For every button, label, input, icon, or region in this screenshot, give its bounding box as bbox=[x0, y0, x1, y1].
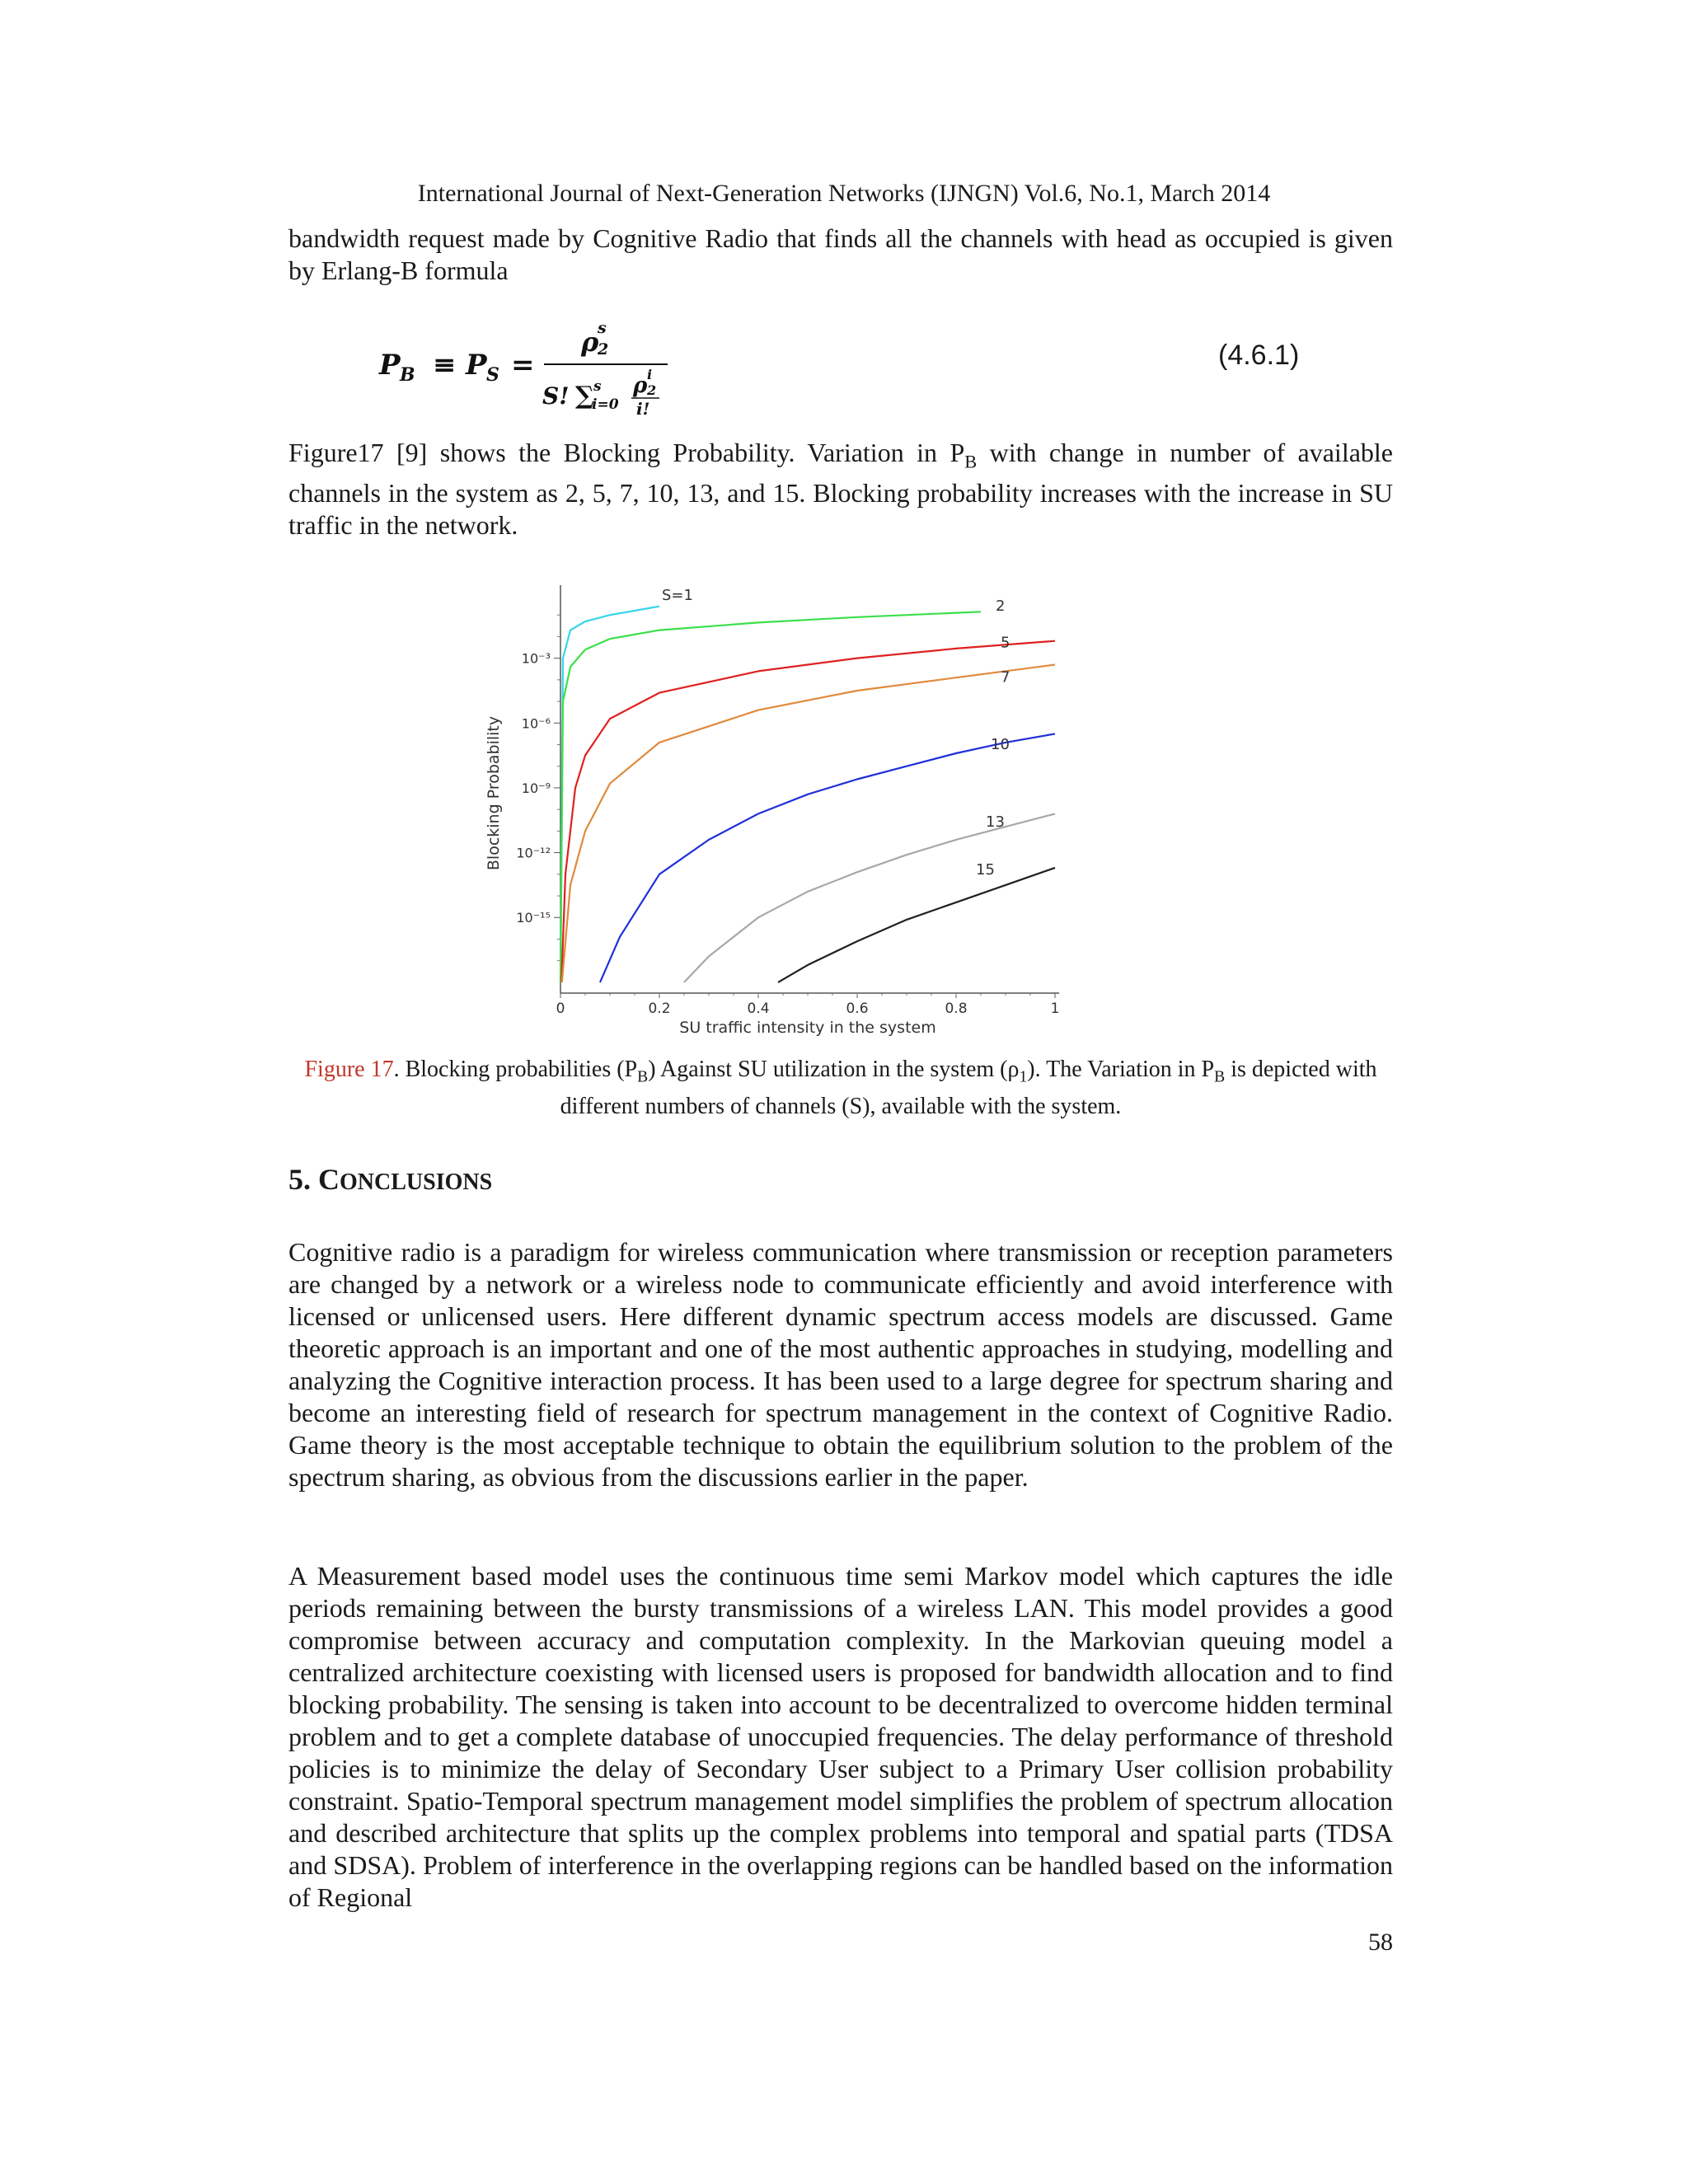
eq-num-sup: s bbox=[598, 319, 607, 337]
intro-paragraph: bandwidth request made by Cognitive Radio that finds all the channels with head as occupied is given by Erlang-B formula bbox=[288, 223, 1393, 285]
page-number: 58 bbox=[1368, 1929, 1393, 1956]
eq-mid-sub: S bbox=[486, 364, 499, 386]
caption-part3: ) Against SU utilization in the system (ρ bbox=[648, 1057, 1020, 1082]
eq-den-frac-den: i! bbox=[636, 399, 650, 415]
eq-den-frac-sub: 2 bbox=[647, 382, 657, 398]
x-tick-label: 0.6 bbox=[846, 1001, 869, 1017]
caption-figure-ref: Figure 17 bbox=[304, 1057, 394, 1082]
x-tick-label: 0.2 bbox=[648, 1001, 671, 1017]
fig-intro-part2: with change in number of available channels in the system as 2, 5, 7, 10, 13, and 15. Blocking probability increases with the increase in SU traffic in the network. bbox=[288, 438, 1394, 541]
eq-equals: = bbox=[511, 349, 535, 382]
figure-caption bbox=[288, 1055, 1393, 1121]
eq-den-sum: ∑ bbox=[575, 382, 594, 410]
series-label-7: 7 bbox=[1001, 668, 1010, 687]
series-label-s-1: S=1 bbox=[662, 586, 693, 604]
fig-intro-part1: Figure17 [9] shows the Blocking Probability. Variation in P bbox=[288, 438, 965, 467]
x-tick-label: 1 bbox=[1050, 1001, 1060, 1017]
caption-sub3: B bbox=[1214, 1068, 1226, 1086]
eq-lhs-sub: B bbox=[400, 364, 415, 386]
y-tick-label: 10⁻¹² bbox=[516, 845, 551, 861]
eq-den-sum-sub: i=0 bbox=[592, 396, 619, 413]
eq-num-sub: 2 bbox=[598, 340, 609, 359]
figure-intro-paragraph bbox=[288, 437, 1393, 541]
y-tick-label: 10⁻⁶ bbox=[521, 715, 551, 732]
chart-series bbox=[560, 607, 1055, 982]
caption-sub2: 1 bbox=[1019, 1068, 1028, 1086]
eq-den-frac-num: ρ bbox=[633, 373, 648, 398]
series-label-10: 10 bbox=[991, 735, 1010, 753]
y-tick-label: 10⁻⁹ bbox=[521, 780, 551, 796]
caption-part4: ). The Variation in P bbox=[1027, 1057, 1215, 1082]
caption-part5: is depicted with different numbers of channels (S), available with the system. bbox=[560, 1057, 1377, 1119]
x-tick-label: 0.4 bbox=[747, 1001, 770, 1017]
series-line-5 bbox=[561, 641, 1055, 982]
section-number: 5. C bbox=[288, 1163, 340, 1196]
eq-den-frac-sup: i bbox=[647, 367, 653, 382]
eq-equiv: ≡ bbox=[433, 349, 457, 382]
eq-den-s: S! bbox=[542, 382, 570, 410]
series-label-5: 5 bbox=[1001, 634, 1010, 652]
series-line-15 bbox=[778, 868, 1055, 982]
x-tick-label: 0 bbox=[556, 1001, 565, 1017]
series-line-13 bbox=[684, 813, 1055, 982]
series-line-7 bbox=[562, 665, 1055, 982]
eq-mid: P bbox=[466, 349, 487, 382]
conclusion-paragraph-1: Cognitive radio is a paradigm for wireless communication where transmission or reception parameters are changed by a network or a wireless node to communicate efficiently and avoid interference with licensed or unlicensed users. Here different dynamic spectrum access models are discussed. Game theoretic approach is an important and one of the most authentic approaches in studying, modelling and analyzing the Cognitive interaction process. It has been used to a large degree for spectrum sharing and become an interesting field of research for spectrum management in the context of Cognitive Radio. Game theory is the most acceptable technique to obtain the equilibrium solution to the problem of the spectrum sharing, as obvious from the discussions earlier in the paper. bbox=[288, 1237, 1393, 1492]
y-axis-title: Blocking Probability bbox=[485, 715, 503, 871]
blocking-probability-chart bbox=[462, 577, 1088, 1038]
eq-den-sum-sup: s bbox=[593, 378, 602, 395]
journal-header: International Journal of Next-Generation Networks (IJNGN) Vol.6, No.1, March 2014 bbox=[417, 180, 1271, 207]
y-tick-label: 10⁻¹⁵ bbox=[516, 910, 551, 926]
series-label-2: 2 bbox=[996, 597, 1006, 615]
fig-intro-sub: B bbox=[964, 451, 978, 472]
caption-part2: . Blocking probabilities (P bbox=[393, 1057, 638, 1082]
chart-labels bbox=[485, 587, 1059, 1037]
series-line-10 bbox=[600, 733, 1055, 982]
section-title-rest: ONCLUSIONS bbox=[340, 1169, 493, 1195]
x-tick-label: 0.8 bbox=[945, 1001, 968, 1017]
equation-number: (4.6.1) bbox=[1218, 340, 1300, 371]
eq-num: ρ bbox=[581, 326, 599, 358]
x-axis-title: SU traffic intensity in the system bbox=[679, 1019, 936, 1037]
section-heading bbox=[288, 1162, 492, 1197]
caption-sub1: B bbox=[637, 1068, 649, 1086]
series-line-2 bbox=[560, 612, 981, 982]
series-label-13: 13 bbox=[986, 813, 1005, 832]
series-label-15: 15 bbox=[976, 860, 995, 879]
conclusion-paragraph-2: A Measurement based model uses the continuous time semi Markov model which captures the idle periods remaining between the bursty transmissions of a wireless LAN. This model provides a good compromise between accuracy and computation complexity. In the Markovian queuing model a centralized architecture coexisting with licensed users is proposed for bandwidth allocation and to find blocking probability. The sensing is taken into account to be decentralized to overcome hidden terminal problem and to get a complete database of unoccupied frequencies. The delay performance of threshold policies is to minimize the delay of Secondary User subject to a Primary User collision probability constraint. Spatio-Temporal spectrum management model simplifies the problem of spectrum allocation and described architecture that splits up the complex problems into temporal and spatial parts (TDSA and SDSA). Problem of interference in the overlapping regions can be handled based on the information of Regional bbox=[288, 1561, 1393, 1912]
eq-lhs: P bbox=[379, 349, 401, 382]
y-tick-label: 10⁻³ bbox=[521, 650, 551, 667]
